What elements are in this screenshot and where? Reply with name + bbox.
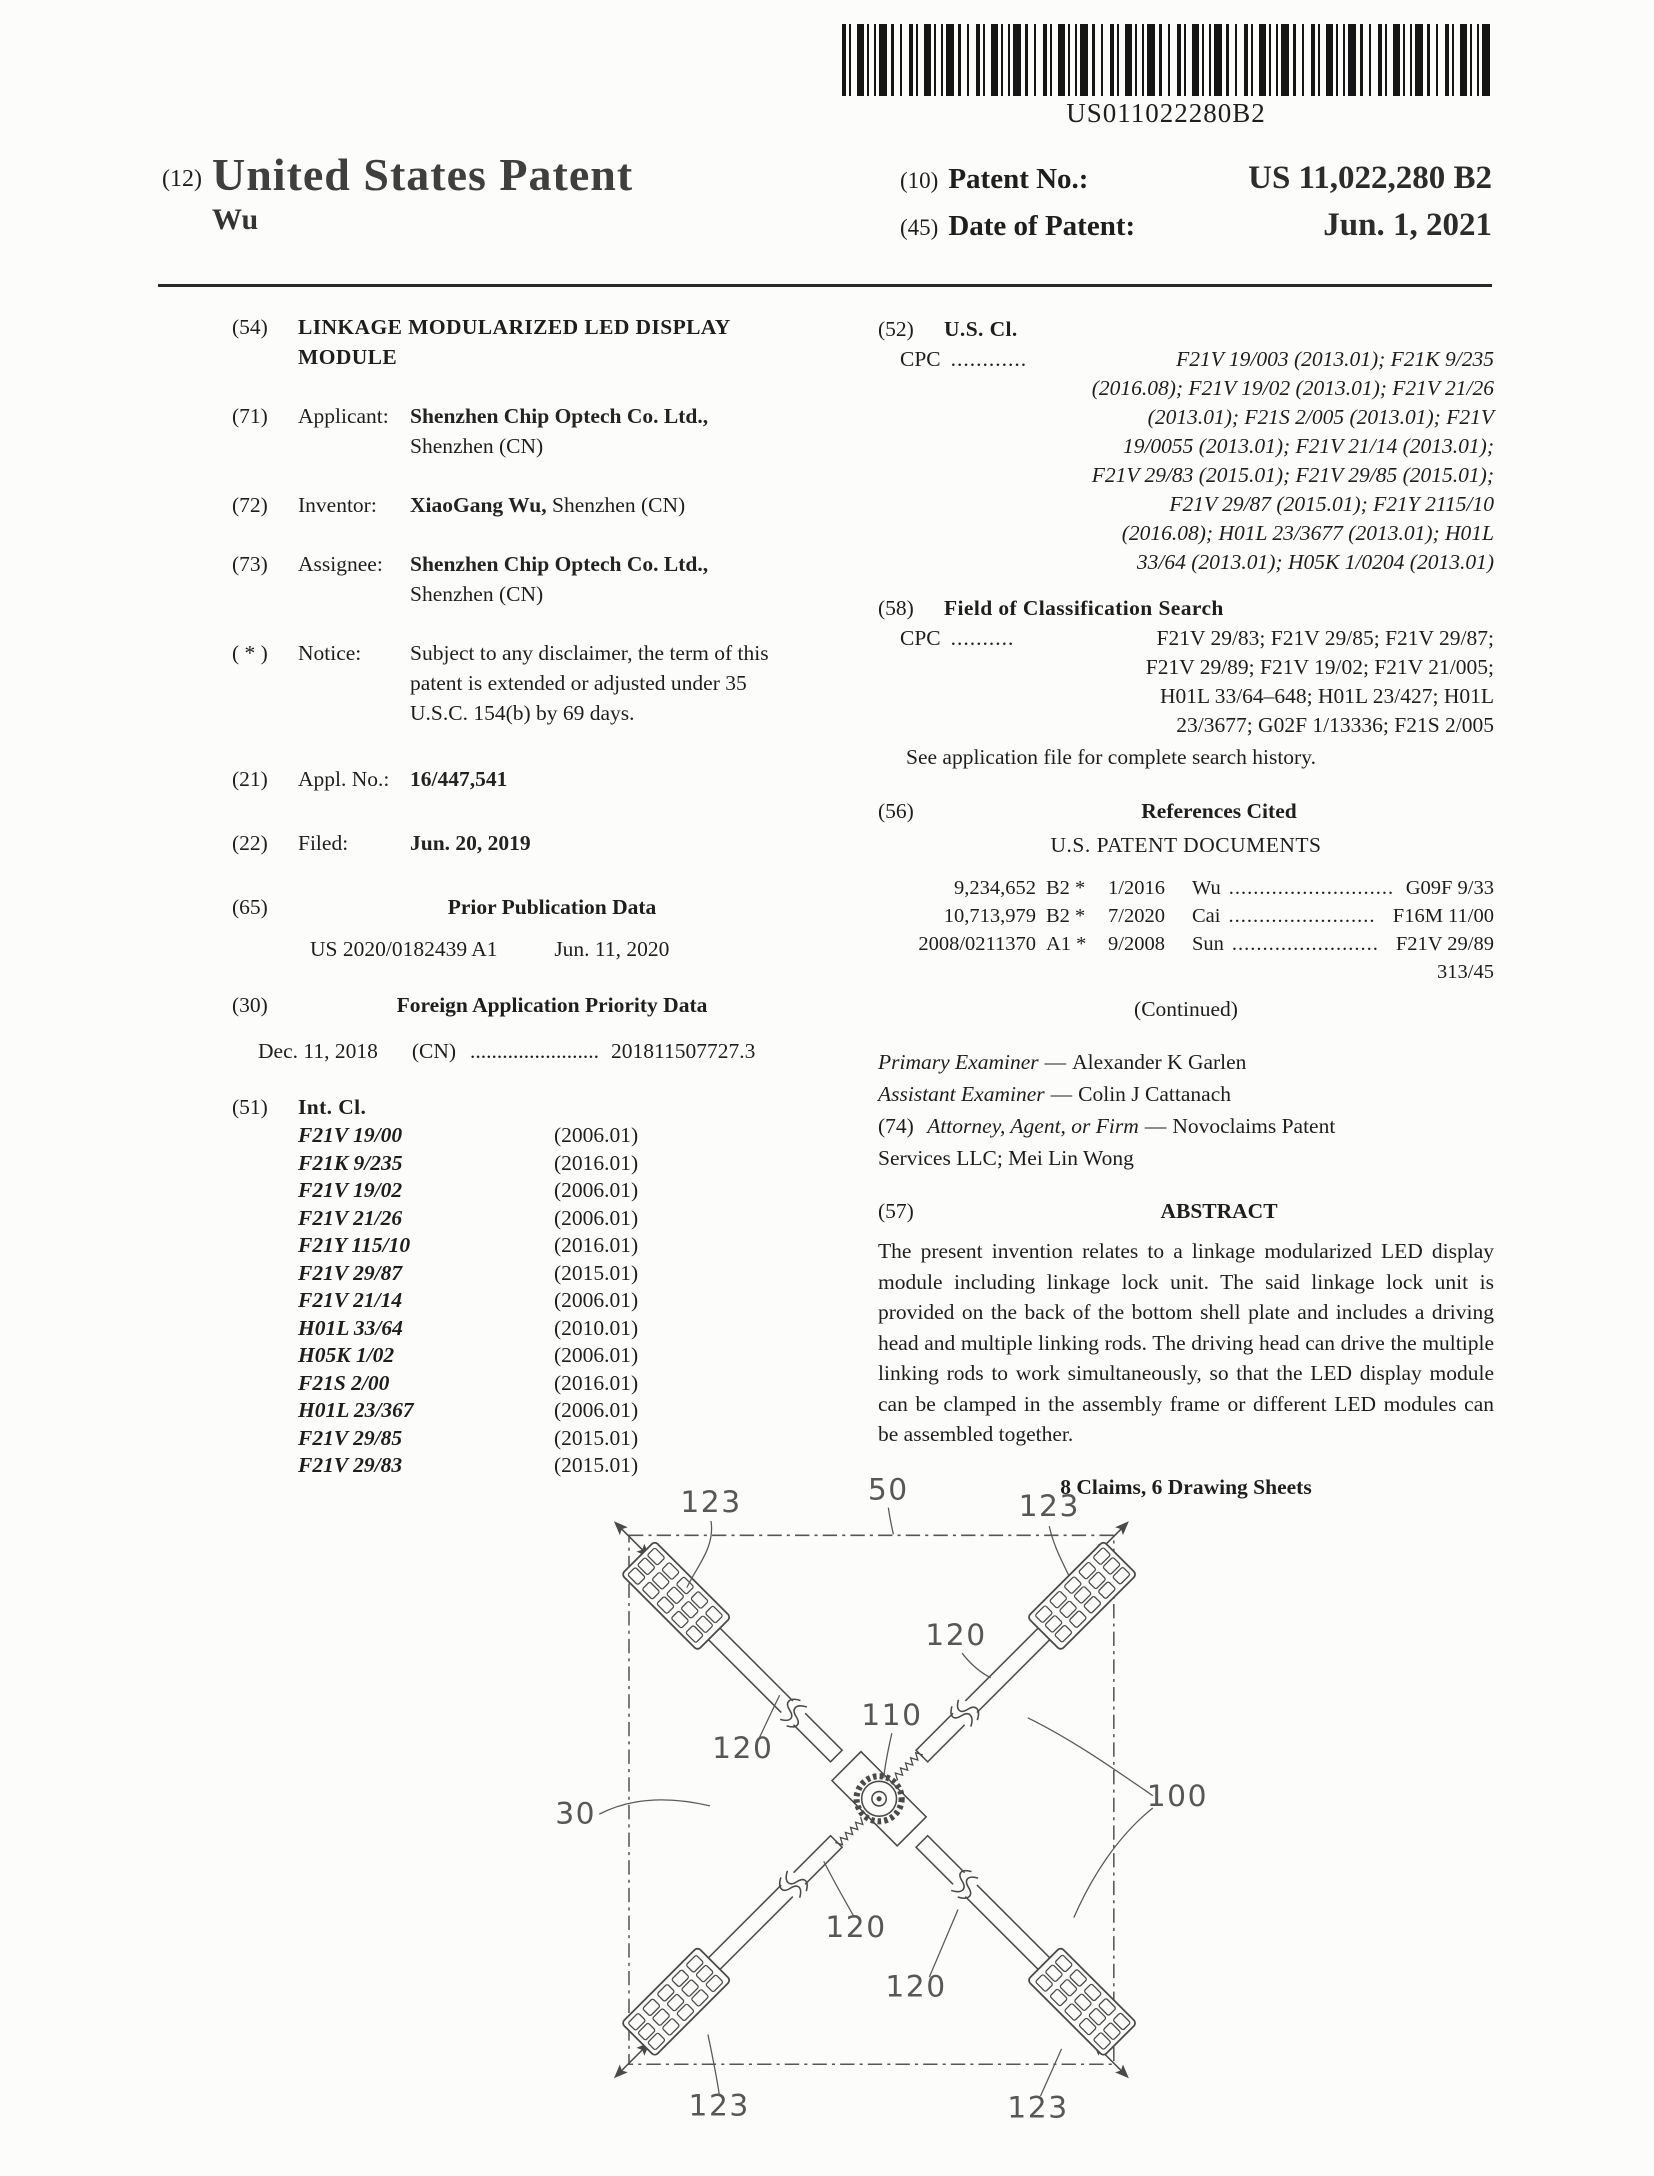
- int-cl-row: F21V 21/14 (2006.01): [298, 1288, 639, 1312]
- field-number: (58): [878, 596, 914, 620]
- applicant-city: Shenzhen (CN): [410, 434, 544, 458]
- primary-examiner-line: Primary Examiner — Alexander K Garlen: [878, 1050, 1247, 1074]
- cpc-line: F21V 19/003 (2013.01); F21K 9/235: [1176, 347, 1494, 371]
- notice-line2: patent is extended or adjusted under 35: [410, 671, 747, 695]
- int-cl-row: F21V 21/26 (2006.01): [298, 1205, 639, 1230]
- ref-label-123: 123: [1007, 2090, 1069, 2126]
- us-patent-documents-heading: U.S. PATENT DOCUMENTS: [1050, 833, 1322, 857]
- field-number: (21): [232, 767, 268, 791]
- int-cl-row: H01L 23/367 (2006.01): [298, 1398, 639, 1422]
- inventor-name: XiaoGang Wu,: [410, 493, 547, 517]
- int-cl-row: H01L 33/64 (2010.01): [298, 1315, 639, 1340]
- abstract-heading: ABSTRACT: [1160, 1199, 1278, 1223]
- claims-note: 8 Claims, 6 Drawing Sheets: [1060, 1474, 1312, 1499]
- int-cl-row: F21S 2/00 (2016.01): [298, 1370, 639, 1395]
- dot-leader: ..........: [950, 626, 1015, 650]
- ref-label-120: 120: [925, 1618, 987, 1653]
- applicant-label: Applicant:: [298, 404, 389, 428]
- field-72-inventor: [232, 490, 806, 520]
- left-column: [232, 312, 806, 1480]
- linking-rod-arm: [905, 1541, 1137, 1773]
- filed-label: Filed:: [298, 831, 349, 855]
- rack-teeth: [893, 1750, 923, 1780]
- ref-label-123: 123: [1018, 1488, 1080, 1524]
- field-number: (54): [232, 315, 268, 339]
- date-of-patent-value: Jun. 1, 2021: [1323, 207, 1492, 243]
- assistant-examiner-name: Colin J Cattanach: [1078, 1082, 1231, 1106]
- us-cl-cpc-block: [900, 344, 1494, 577]
- ref-label-30: 30: [555, 1796, 597, 1832]
- references-continued-note: (Continued): [1134, 997, 1238, 1021]
- priority-country: (CN): [411, 1039, 457, 1063]
- assignee-city: Shenzhen (CN): [410, 582, 544, 606]
- field-52-us-cl: [878, 314, 1494, 344]
- field-number: (71): [232, 404, 268, 428]
- int-cl-row: F21K 9/235 (2016.01): [298, 1150, 639, 1175]
- date-field-number: (45): [900, 215, 939, 240]
- field-number: ( * ): [232, 641, 268, 665]
- field-21-appl-no: [232, 764, 806, 794]
- publication-number: US 2020/0182439 A1: [310, 937, 498, 961]
- document-type-title: United States Patent: [211, 149, 634, 200]
- field-number: (52): [878, 317, 914, 341]
- filed-value: Jun. 20, 2019: [410, 831, 531, 855]
- field-number: (30): [232, 993, 268, 1017]
- inventor-city: Shenzhen (CN): [552, 493, 686, 517]
- field-number: (51): [232, 1095, 268, 1119]
- field-57-abstract: [878, 1196, 1494, 1226]
- reference-row: 10,713,979 B2 * 7/2020 Cai ........................ F16M 11/00: [943, 905, 1494, 927]
- header-left: [162, 148, 633, 237]
- int-cl-row: F21V 29/87 (2015.01): [298, 1260, 639, 1285]
- assignee-label: Assignee:: [298, 552, 383, 576]
- patent-no-field-number: (10): [900, 168, 939, 193]
- reference-row: 2008/0211370 A1 * 9/2008 Sun ........................ F21V 29/89: [918, 933, 1494, 955]
- field-search-heading: Field of Classification Search: [944, 596, 1224, 620]
- field-number: (22): [232, 831, 268, 855]
- int-cl-row: F21Y 115/10 (2016.01): [298, 1233, 639, 1257]
- priority-date: Dec. 11, 2018: [258, 1039, 378, 1063]
- prior-publication-heading: Prior Publication Data: [447, 895, 657, 919]
- patent-no-label: Patent No.:: [948, 163, 1089, 195]
- int-cl-row: F21V 29/85 (2015.01): [298, 1425, 639, 1450]
- references-heading: References Cited: [1141, 799, 1297, 823]
- date-of-patent-label: Date of Patent:: [948, 210, 1136, 242]
- ref-label-123: 123: [688, 2088, 750, 2124]
- int-cl-list: [298, 1122, 806, 1480]
- priority-application-number: 201811507727.3: [611, 1039, 756, 1063]
- ref-label-100: 100: [1146, 1778, 1209, 1814]
- field-search-cpc-block: [900, 623, 1494, 772]
- field-number: (72): [232, 493, 268, 517]
- gear-center: [877, 1796, 882, 1801]
- field-number: (57): [878, 1199, 914, 1223]
- int-cl-row: F21V 19/00 (2006.01): [298, 1123, 639, 1147]
- kind-code-number: (12): [162, 166, 202, 192]
- field-54-title: [232, 312, 806, 372]
- field-number: (65): [232, 895, 268, 919]
- field-51-int-cl: [232, 1092, 806, 1122]
- ref-label-50: 50: [867, 1472, 909, 1508]
- cpc-prefix: CPC: [900, 626, 941, 650]
- us-cl-heading: U.S. Cl.: [944, 317, 1018, 341]
- patent-no-value: US 11,022,280 B2: [1248, 160, 1492, 196]
- cpc-line: F21V 29/83; F21V 29/85; F21V 29/87;: [1156, 626, 1494, 650]
- attorney-line: (74) Attorney, Agent, or Firm — Novoclaims Patent Services LLC; Mei Lin Wong: [878, 1110, 1494, 1174]
- reference-row: 9,234,652 B2 * 1/2016 Wu ........................... G09F 9/33: [954, 877, 1494, 899]
- prior-publication-line: [310, 934, 806, 964]
- linking-rod-arm: [621, 1825, 853, 2057]
- attorney-name-line2: Services LLC; Mei Lin Wong: [878, 1146, 1134, 1170]
- field-22-filed: [232, 828, 806, 858]
- field-number: (74): [878, 1114, 914, 1138]
- rack-teeth: [835, 1817, 865, 1847]
- field-notice: [232, 638, 806, 728]
- header-right: [900, 160, 1492, 254]
- foreign-priority-heading: Foreign Application Priority Data: [396, 993, 708, 1017]
- primary-examiner-name: Alexander K Garlen: [1072, 1050, 1247, 1074]
- ref-label-123: 123: [680, 1484, 742, 1520]
- int-cl-row: F21V 19/02 (2006.01): [298, 1178, 639, 1202]
- invention-title-line2: MODULE: [298, 345, 398, 369]
- field-65-prior-publication: [232, 892, 806, 922]
- applicant-name: Shenzhen Chip Optech Co. Ltd.,: [410, 404, 709, 428]
- field-58-search: [878, 593, 1494, 623]
- cpc-prefix: CPC: [900, 347, 941, 371]
- int-cl-row: H05K 1/02 (2006.01): [298, 1343, 639, 1367]
- dot-leader: ............: [950, 347, 1028, 371]
- inventor-surname: Wu: [211, 203, 259, 236]
- linking-rod-arm: [905, 1825, 1137, 2057]
- cpc-continuation: (2016.08); F21V 19/02 (2013.01); F21V 21/26 (2013.01); F21S 2/005 (2013.01); F21V 19/0055 (2013.01); F21V 21/14 (2013.01); F21V 29/83 (2015.01); F21V 29/85 (2015.01); F21V 29/87 (2015.01); F21Y 2115/10 (2016.08); H01L 23/3677 (2013.01); H01L 33/64 (2013.01); H05K 1/0204 (2013.01): [1091, 376, 1494, 574]
- barcode-text: US011022280B2: [1066, 98, 1266, 128]
- field-71-applicant: [232, 401, 806, 461]
- notice-line1: Subject to any disclaimer, the term of this: [410, 641, 769, 665]
- attorney-name-line1: Novoclaims Patent: [1172, 1114, 1336, 1138]
- barcode: [842, 24, 1490, 96]
- notice-line3: U.S.C. 154(b) by 69 days.: [410, 701, 635, 725]
- ref-label-110: 110: [861, 1697, 923, 1733]
- field-73-assignee: [232, 549, 806, 609]
- header-divider: [158, 284, 1492, 287]
- int-cl-row: F21V 29/83 (2015.01): [298, 1453, 639, 1477]
- assistant-examiner-line: Assistant Examiner — Colin J Cattanach: [878, 1082, 1231, 1106]
- field-number: (56): [878, 799, 914, 823]
- invention-title-line1: LINKAGE MODULARIZED LED DISPLAY: [298, 315, 731, 339]
- ref-label-120: 120: [885, 1969, 947, 2005]
- abstract-text: The present invention relates to a linkage modularized LED display module including linkage lock unit. The said linkage lock unit is provided on the back of the bottom shell plate and includes a driving head and multiple linking rods. The driving head can drive the multiple linking rods to work simultaneously, so that the LED display module can be clamped in the assembly frame or different LED modules can be assembled together.: [878, 1239, 1494, 1446]
- cpc-continuation: F21V 29/89; F21V 19/02; F21V 21/005; H01L 33/64–648; H01L 23/427; H01L 23/3677; G02F 1/13336; F21S 2/005: [1145, 655, 1494, 737]
- ref-label-120: 120: [712, 1730, 774, 1766]
- field-56-references: [878, 796, 1494, 826]
- field-number: (73): [232, 552, 268, 576]
- inventor-label: Inventor:: [298, 493, 377, 517]
- appl-no-value: 16/447,541: [410, 767, 508, 791]
- int-cl-heading: Int. Cl.: [298, 1095, 367, 1119]
- assignee-name: Shenzhen Chip Optech Co. Ltd.,: [410, 552, 709, 576]
- right-column: [878, 314, 1494, 1502]
- notice-label: Notice:: [298, 641, 362, 665]
- patent-drawing: [428, 1440, 1220, 2176]
- appl-no-label: Appl. No.:: [298, 767, 390, 791]
- dot-leader: ........................: [470, 1039, 600, 1063]
- search-history-note: See application file for complete search history.: [906, 745, 1316, 769]
- publication-date: Jun. 11, 2020: [554, 937, 670, 961]
- foreign-priority-line: [258, 1036, 806, 1066]
- field-30-foreign-priority: [232, 990, 806, 1020]
- reference-overflow-class: 313/45: [1437, 961, 1494, 983]
- ref-label-120: 120: [825, 1910, 887, 1946]
